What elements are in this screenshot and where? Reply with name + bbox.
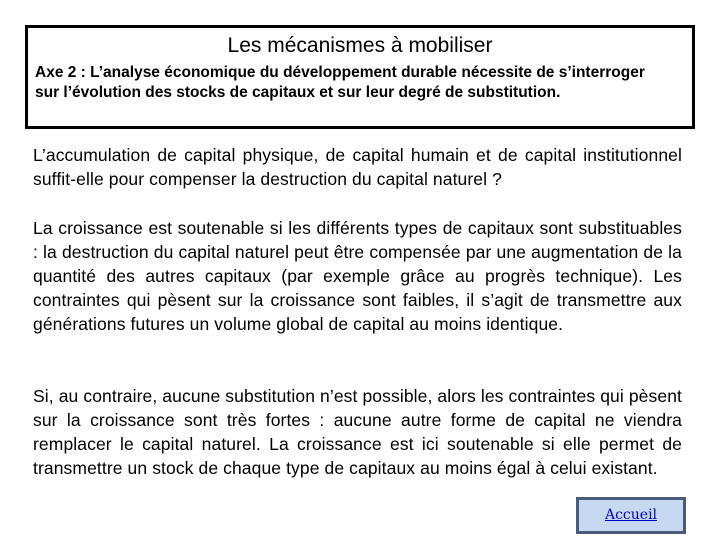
question-paragraph: L’accumulation de capital physique, de capital humain et de capital institutionnel suffit-elle pour compenser la destruction du capital naturel ? [33,145,682,189]
weak-sustainability-paragraph: La croissance est soutenable si les différents types de capitaux sont substituables : la destruction du capital naturel peut être compensée par une augmentation de la quantité des autres capitaux (par exemple grâce au progrès technique). Les contraintes qui pèsent sur la croissance sont faibles, il s’agit de transmettre aux générations futures un volume global de capital au moins identique. [33,218,682,334]
strong-sustainability-paragraph: Si, au contraire, aucune substitution n’est possible, alors les contraintes qui pèsent sur la croissance sont très fortes : aucune autre forme de capital ne viendra remplacer le capital naturel. La croissance est ici soutenable si elle permet de transmettre un stock de chaque type de capitaux au moins égal à celui existant. [33,386,682,478]
header-box [25,25,695,129]
axe-description: Axe 2 : L’analyse économique du développement durable nécessite de s’interroger sur l’évolution des stocks de capitaux et sur leur degré de substitution. [35,64,645,101]
home-link[interactable]: Accueil [604,507,658,523]
page-title: Les mécanismes à mobiliser [227,34,493,57]
home-button[interactable] [576,497,686,534]
